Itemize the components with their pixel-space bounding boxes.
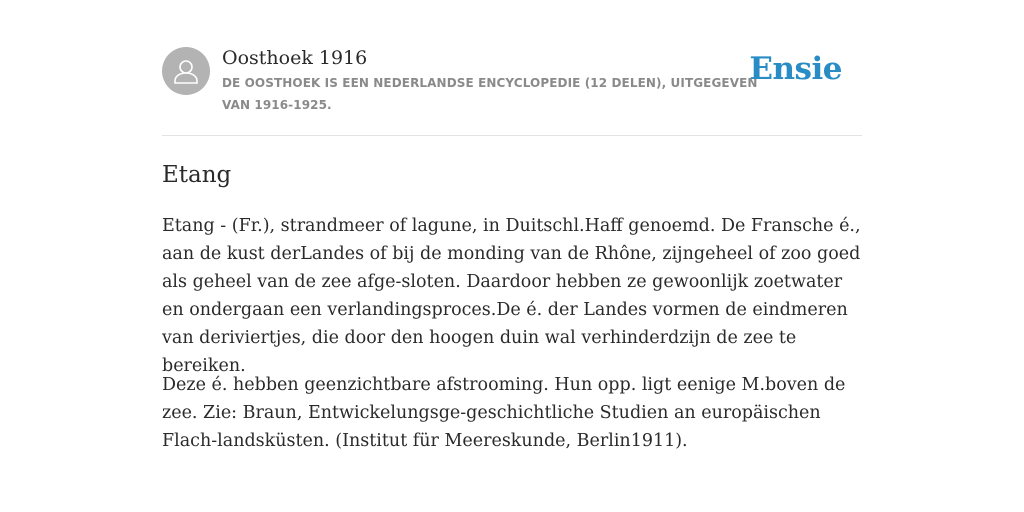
article-page xyxy=(162,0,862,512)
entry-paragraph: Deze é. hebben geenzichtbare afstrooming. Hun opp. ligt eenige M.boven de zee. Zie: Braun, Entwickelungsge-geschichtliche Studien an europäischen Flach-landsküsten. (Institut für Meereskunde, Berlin1911). xyxy=(162,375,846,451)
source-name[interactable]: Oosthoek 1916 xyxy=(222,47,368,69)
source-header xyxy=(162,46,862,116)
entry-paragraph: Etang - (Fr.), strandmeer of lagune, in Duitschl.Haff genoemd. De Fransche é., aan de kust derLandes of bij de monding van de Rhône, zijngeheel of zoo goed als geheel van de zee afge-sloten. Daardoor hebben ze gewoonlijk zoetwater en ondergaan een verlandingsproces.De é. der Landes vormen de eindmeren van deriviertjes, die door den hoogen duin wal verhinderdzijn de zee te bereiken. xyxy=(162,216,861,376)
source-description: DE OOSTHOEK IS EEN NEDERLANDSE ENCYCLOPEDIE (12 DELEN), UITGEGEVEN VAN 1916-1925. xyxy=(222,76,758,112)
entry-title: Etang xyxy=(162,162,232,188)
divider xyxy=(162,135,862,136)
ensie-logo[interactable]: Ensie xyxy=(749,51,842,87)
user-icon xyxy=(162,47,210,95)
avatar xyxy=(162,47,210,95)
